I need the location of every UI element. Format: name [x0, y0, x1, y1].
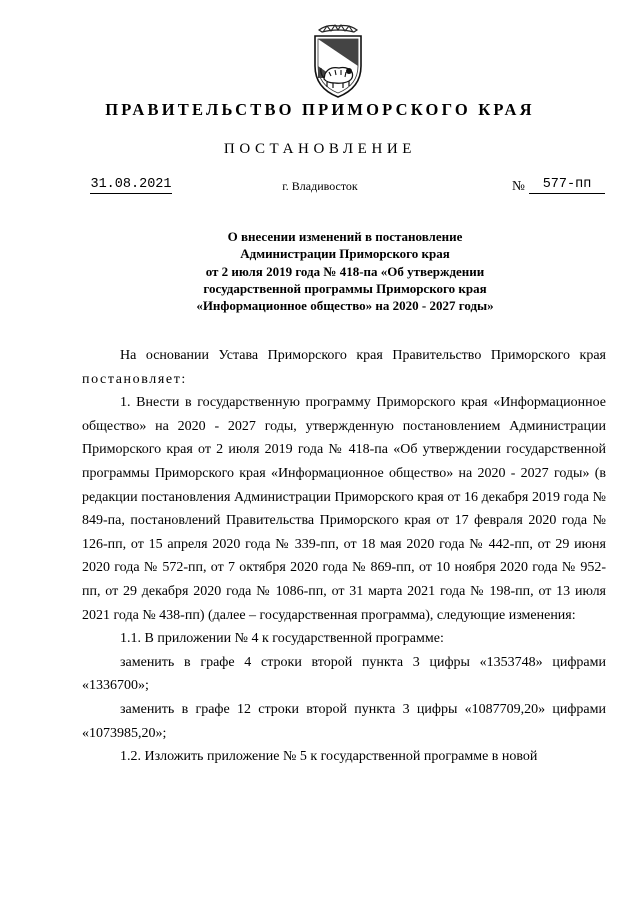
- document-number-sign: №: [512, 178, 525, 193]
- document-number: 577-пп: [529, 177, 605, 194]
- document-type: ПОСТАНОВЛЕНИЕ: [223, 141, 417, 157]
- subject-line: «Информационное общество» на 2020 - 2027 годы»: [196, 298, 494, 314]
- document-body: [82, 344, 606, 769]
- government-title: ПРАВИТЕЛЬСТВО ПРИМОРСКОГО КРАЯ: [105, 100, 535, 119]
- preamble-text: На основании Устава Приморского края Правительство Приморского края: [120, 348, 606, 363]
- paragraph-1-1-b: заменить в графе 12 строки второй пункта 3 цифры «1087709,20» цифрами «1073985,20»;: [82, 701, 606, 741]
- preamble-resolves: постановляет:: [82, 371, 187, 387]
- preamble-paragraph: [82, 344, 606, 391]
- paragraph-1-2: 1.2. Изложить приложение № 5 к государственной программе в новой: [120, 749, 538, 765]
- subject-line: О внесении изменений в постановление: [227, 229, 463, 244]
- subject-line: Администрации Приморского края: [240, 246, 450, 262]
- document-subject: [150, 228, 540, 314]
- paragraph-1: 1. Внести в государственную программу Приморского края «Информационное общество» на 2020 - 2027 годы, утвержденную постановлением Администрации Приморского края от 2 июля 2019 года № 418-па «Об утверждении государственной программы Приморского края «Информационное общество» на 2020 - 2027 годы» (в редакции постановления Администрации Приморского края от 16 декабря 2019 года № 849-па, постановлений Правительства Приморского края от 17 февраля 2020 года № 126-пп, от 15 апреля 2020 года № 339-пп, от 18 мая 2020 года № 442-пп, от 29 июня 2020 года № 572-пп, от 7 октября 2020 года № 869-пп, от 10 ноября 2020 года № 952-пп, от 29 декабря 2020 года № 1086-пп, от 31 марта 2021 года № 198-пп, от 13 июля 2021 года № 438-пп) (далее – государственная программа), следующие изменения:: [82, 395, 606, 623]
- subject-line: государственной программы Приморского края: [203, 280, 487, 296]
- coat-of-arms-icon: [305, 22, 371, 100]
- paragraph-1-1-a: заменить в графе 4 строки второй пункта 3 цифры «1353748» цифрами «1336700»;: [82, 654, 606, 694]
- document-meta-row: [0, 177, 640, 199]
- paragraph-1-1: 1.1. В приложении № 4 к государственной программе:: [120, 631, 444, 647]
- subject-line: от 2 июля 2019 года № 418-па «Об утверждении: [205, 263, 485, 279]
- document-city: г. Владивосток: [282, 179, 358, 193]
- document-date: 31.08.2021: [90, 177, 172, 192]
